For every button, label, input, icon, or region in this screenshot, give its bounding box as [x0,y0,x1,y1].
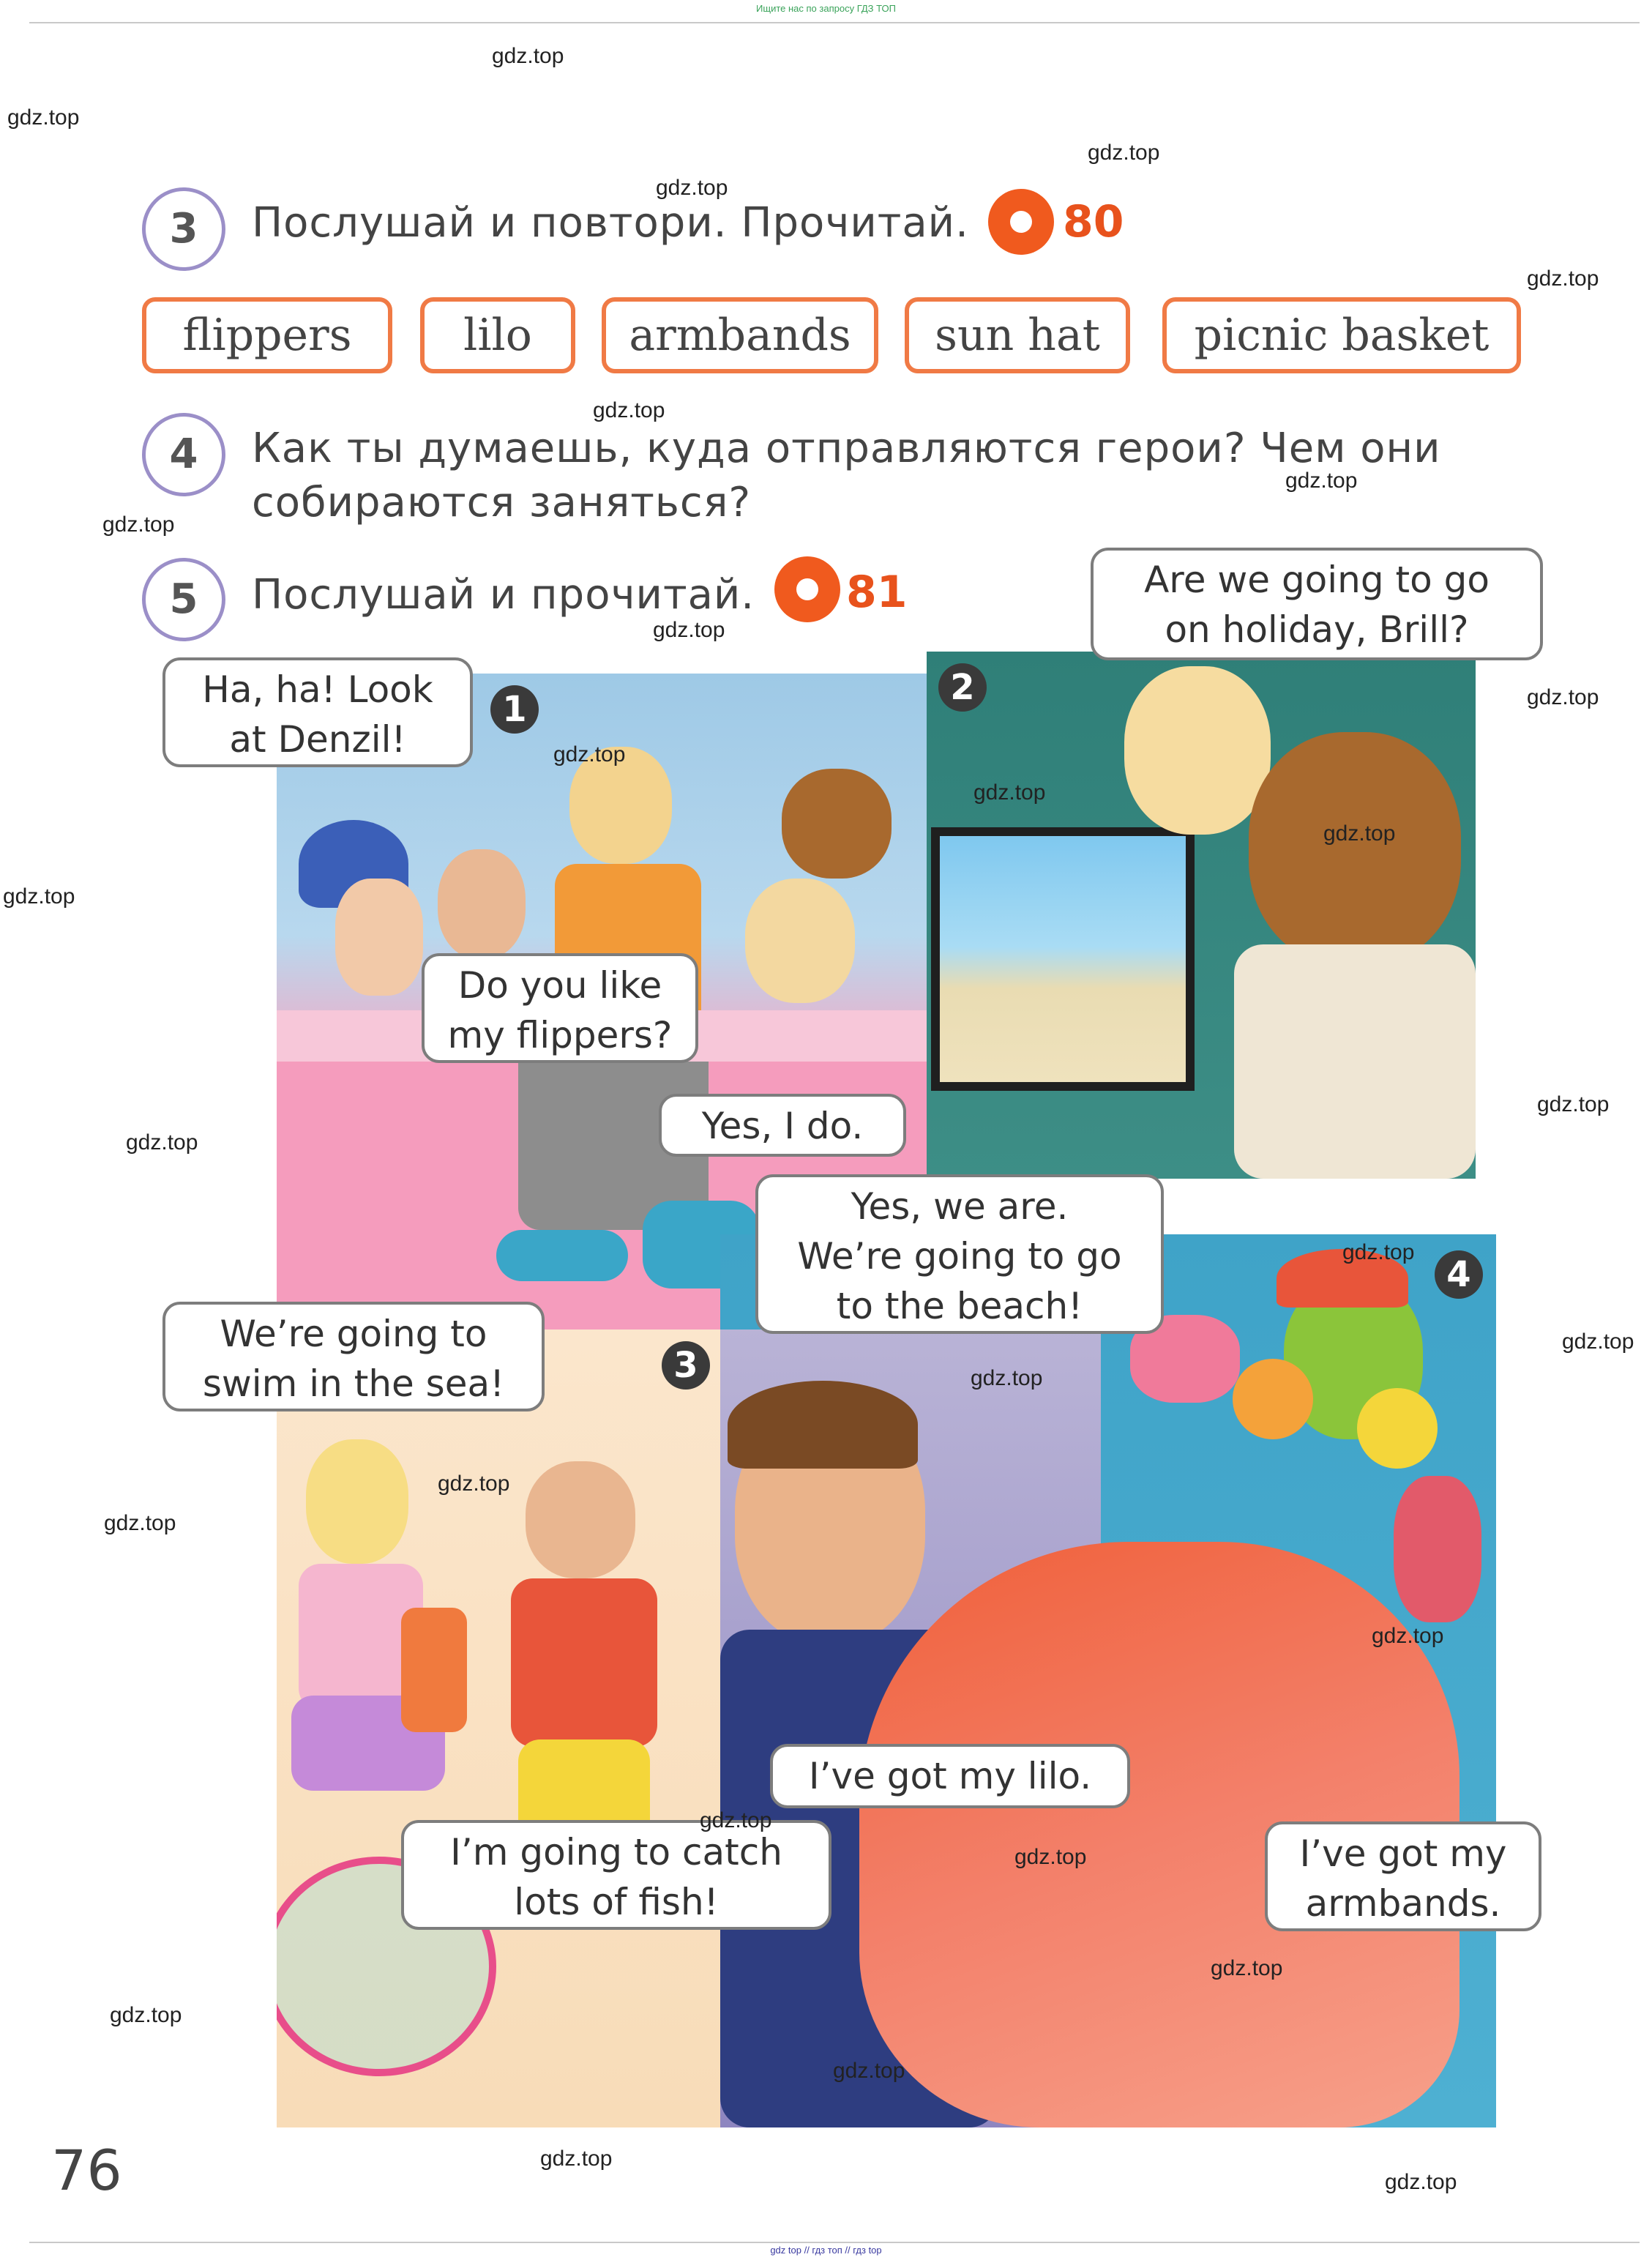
character-face [335,879,423,996]
word-card: armbands [602,297,878,373]
task-number: 5 [142,558,225,641]
speech-bubble [401,1820,831,1930]
bear-head [782,769,892,879]
bubble-line: We’re going to [220,1313,487,1355]
watermark: gdz.top [700,1808,772,1832]
girl-head [1124,666,1271,835]
track-number: 81 [846,567,908,618]
armband [1357,1388,1438,1469]
task-number: 3 [142,187,225,271]
bubble-line: Are we going to go [1144,559,1490,601]
word-card: picnic basket [1162,297,1521,373]
monitor [931,827,1195,1091]
watermark: gdz.top [540,2147,613,2171]
girl-figure [745,879,855,1003]
bubble-line: Yes, we are. [851,1185,1069,1228]
bear-shirt [1234,944,1476,1179]
watermark: gdz.top [1527,685,1599,709]
top-divider [29,22,1640,23]
audio-disc-icon [774,556,840,622]
footer-note: gdz top // гдз топ // гдз top [770,2245,882,2256]
speech-bubble [1265,1821,1541,1931]
speech-bubble [422,953,698,1063]
watermark: gdz.top [102,512,175,537]
watermark: gdz.top [553,742,626,767]
watermark: gdz.top [7,105,80,130]
track-number: 80 [1063,196,1124,247]
watermark: gdz.top [1285,469,1358,493]
audio-disc-icon [988,189,1054,255]
watermark: gdz.top [1562,1329,1634,1354]
watermark: gdz.top [110,2003,182,2027]
character-face [438,849,526,959]
task-instruction: Как ты думаешь, куда отправляются герои? Чем они [252,425,1441,472]
watermark: gdz.top [833,2059,905,2083]
panel-number: 4 [1435,1250,1483,1299]
panel-number: 2 [938,663,987,712]
bubble-line: I’ve got my [1299,1832,1507,1875]
speech-bubble [1091,548,1543,660]
speech-bubble [162,1302,545,1411]
task-instruction: собираются заняться? [252,479,752,526]
watermark: gdz.top [3,884,75,909]
bubble-line: to the beach! [836,1285,1083,1327]
bear-head [1249,732,1461,966]
bubble-line: I’m going to catch [450,1831,782,1873]
watermark: gdz.top [973,780,1046,805]
speech-bubble [659,1094,906,1157]
task-instruction: Послушай и повтори. Прочитай. [252,199,969,247]
bubble-line: I’ve got my lilo. [808,1755,1092,1797]
word-card: sun hat [905,297,1130,373]
watermark: gdz.top [438,1472,510,1496]
bubble-line: We’re going to go [797,1235,1122,1278]
watermark: gdz.top [1323,821,1396,846]
watermark: gdz.top [1527,266,1599,291]
comic-panel-4 [720,1234,1496,2127]
watermark: gdz.top [656,176,728,200]
boy-shirt [511,1578,657,1747]
bubble-line: armbands. [1305,1882,1501,1925]
bubble-line: Ha, ha! Look [202,668,433,711]
watermark: gdz.top [492,44,564,68]
bubble-line: Do you like [457,964,662,1007]
panel-number: 3 [662,1341,710,1390]
task-number: 4 [142,413,225,496]
bubble-line: Yes, I do. [701,1105,864,1147]
girl-head [306,1439,408,1564]
watermark: gdz.top [1385,2170,1457,2194]
flipper [496,1230,628,1281]
watermark: gdz.top [593,398,665,422]
word-card: flippers [142,297,392,373]
watermark: gdz.top [1342,1240,1415,1264]
speech-bubble [755,1174,1164,1334]
page-number: 76 [51,2138,122,2203]
beach-screen [940,836,1186,1082]
task-instruction: Послушай и прочитай. [252,571,755,619]
speech-bubble [162,657,473,767]
watermark: gdz.top [1088,141,1160,165]
watermark: gdz.top [104,1511,176,1535]
comic-panel-3 [277,1329,720,2127]
bottom-divider [29,2242,1640,2243]
speech-bubble [770,1744,1130,1808]
comic-panel-2 [927,652,1476,1179]
watermark: gdz.top [1014,1845,1087,1869]
watermark: gdz.top [1372,1624,1444,1648]
watermark: gdz.top [971,1366,1043,1390]
header-note: Ищите нас по запросу ГДЗ ТОП [756,3,896,14]
boy-head [526,1461,635,1578]
man-hair [728,1381,918,1469]
bubble-line: lots of fish! [514,1881,719,1923]
watermark: gdz.top [1211,1956,1283,1980]
watermark: gdz.top [653,618,725,642]
panel-number: 1 [490,685,539,734]
watermark: gdz.top [126,1130,198,1155]
bubble-line: at Denzil! [229,718,406,761]
armband [1233,1359,1313,1439]
watermark: gdz.top [1537,1092,1610,1116]
bubble-line: swim in the sea! [202,1362,505,1405]
swimsuit [401,1608,467,1732]
word-card: lilo [420,297,575,373]
bubble-line: on holiday, Brill? [1165,608,1469,651]
bubble-line: my flippers? [447,1014,673,1056]
parrot-tail [1394,1476,1481,1622]
